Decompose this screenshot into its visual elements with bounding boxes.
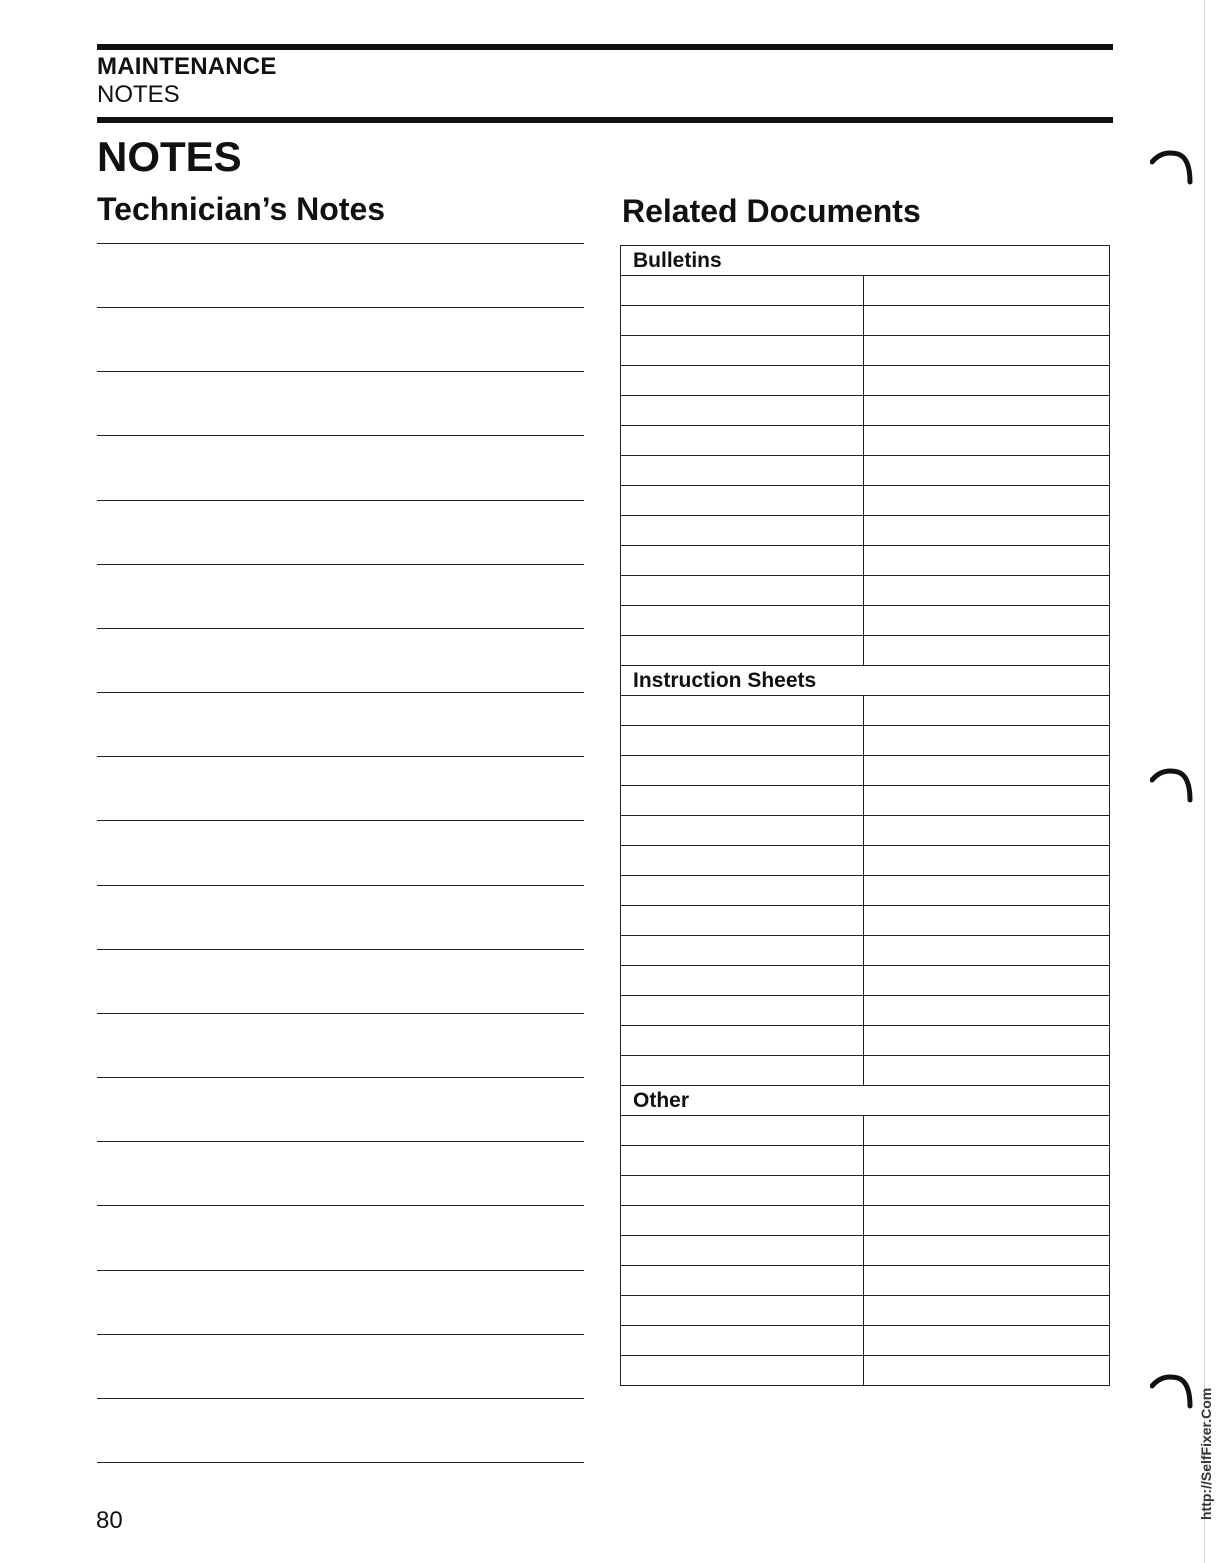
entry-cell[interactable] xyxy=(621,1296,864,1326)
header-rule-bottom xyxy=(97,117,1113,123)
entry-cell[interactable] xyxy=(621,1176,864,1206)
table-row xyxy=(621,1026,1110,1056)
table-row xyxy=(621,306,1110,336)
entry-cell[interactable] xyxy=(864,966,1110,996)
page-number: 80 xyxy=(96,1507,123,1534)
note-line[interactable] xyxy=(97,307,584,308)
entry-cell[interactable] xyxy=(864,1356,1110,1386)
entry-cell[interactable] xyxy=(621,1056,864,1086)
entry-cell[interactable] xyxy=(864,816,1110,846)
entry-cell[interactable] xyxy=(621,696,864,726)
note-line[interactable] xyxy=(97,564,584,565)
table-row xyxy=(621,876,1110,906)
table-row xyxy=(621,276,1110,306)
entry-cell[interactable] xyxy=(621,1116,864,1146)
related-documents-table xyxy=(620,245,1110,1386)
entry-cell[interactable] xyxy=(864,726,1110,756)
note-line[interactable] xyxy=(97,371,584,372)
note-line[interactable] xyxy=(97,1141,584,1142)
note-line[interactable] xyxy=(97,628,584,629)
header-section: MAINTENANCE xyxy=(97,53,277,80)
entry-cell[interactable] xyxy=(621,726,864,756)
section-header-row xyxy=(621,1086,1110,1116)
table-row xyxy=(621,1296,1110,1326)
entry-cell[interactable] xyxy=(621,756,864,786)
note-line[interactable] xyxy=(97,1398,584,1399)
entry-cell[interactable] xyxy=(864,276,1110,306)
table-row xyxy=(621,966,1110,996)
entry-cell[interactable] xyxy=(864,636,1110,666)
table-row xyxy=(621,936,1110,966)
entry-cell[interactable] xyxy=(864,576,1110,606)
entry-cell[interactable] xyxy=(864,1026,1110,1056)
table-row xyxy=(621,426,1110,456)
entry-cell[interactable] xyxy=(621,996,864,1026)
note-line[interactable] xyxy=(97,1077,584,1078)
entry-cell[interactable] xyxy=(864,936,1110,966)
entry-cell[interactable] xyxy=(864,1326,1110,1356)
entry-cell[interactable] xyxy=(621,1266,864,1296)
watermark-text: http://SelfFixer.Com xyxy=(1198,1387,1214,1520)
table-row xyxy=(621,636,1110,666)
table-row xyxy=(621,846,1110,876)
table-row xyxy=(621,1146,1110,1176)
entry-cell[interactable] xyxy=(621,636,864,666)
entry-cell[interactable] xyxy=(621,1356,864,1386)
entry-cell[interactable] xyxy=(864,426,1110,456)
table-row xyxy=(621,756,1110,786)
note-line[interactable] xyxy=(97,692,584,693)
header-subsection: NOTES xyxy=(97,81,180,108)
entry-cell[interactable] xyxy=(621,1236,864,1266)
entry-cell[interactable] xyxy=(621,876,864,906)
page-title: NOTES xyxy=(97,133,242,180)
entry-cell[interactable] xyxy=(621,846,864,876)
entry-cell[interactable] xyxy=(864,606,1110,636)
entry-cell[interactable] xyxy=(864,1146,1110,1176)
binder-ring-icon xyxy=(1150,148,1198,186)
entry-cell[interactable] xyxy=(864,996,1110,1026)
entry-cell[interactable] xyxy=(864,546,1110,576)
entry-cell[interactable] xyxy=(621,456,864,486)
table-row xyxy=(621,1326,1110,1356)
page-edge xyxy=(1204,0,1205,1563)
technicians-notes-title: Technician’s Notes xyxy=(97,191,386,227)
entry-cell[interactable] xyxy=(864,1236,1110,1266)
table-row xyxy=(621,606,1110,636)
entry-cell[interactable] xyxy=(864,516,1110,546)
table-row xyxy=(621,546,1110,576)
entry-cell[interactable] xyxy=(621,426,864,456)
table-row xyxy=(621,396,1110,426)
table-row xyxy=(621,726,1110,756)
table-row xyxy=(621,1236,1110,1266)
entry-cell[interactable] xyxy=(864,786,1110,816)
table-row xyxy=(621,1056,1110,1086)
note-line[interactable] xyxy=(97,1462,584,1463)
note-line[interactable] xyxy=(97,820,584,821)
section-header: Other xyxy=(621,1086,1110,1116)
entry-cell[interactable] xyxy=(621,906,864,936)
binder-ring-icon xyxy=(1150,766,1198,804)
header-rule-top xyxy=(97,44,1113,50)
entry-cell[interactable] xyxy=(621,336,864,366)
entry-cell[interactable] xyxy=(864,456,1110,486)
table-row xyxy=(621,1206,1110,1236)
entry-cell[interactable] xyxy=(621,366,864,396)
note-line[interactable] xyxy=(97,1013,584,1014)
note-line[interactable] xyxy=(97,885,584,886)
entry-cell[interactable] xyxy=(864,756,1110,786)
section-header: Instruction Sheets xyxy=(621,666,1110,696)
entry-cell[interactable] xyxy=(621,306,864,336)
table-row xyxy=(621,576,1110,606)
table-row xyxy=(621,516,1110,546)
note-line[interactable] xyxy=(97,756,584,757)
entry-cell[interactable] xyxy=(621,606,864,636)
entry-cell[interactable] xyxy=(621,1326,864,1356)
binder-ring-icon xyxy=(1150,1372,1198,1410)
note-line[interactable] xyxy=(97,500,584,501)
entry-cell[interactable] xyxy=(621,576,864,606)
entry-cell[interactable] xyxy=(864,1206,1110,1236)
section-header-row xyxy=(621,246,1110,276)
table-row xyxy=(621,1176,1110,1206)
entry-cell[interactable] xyxy=(864,1296,1110,1326)
table-row xyxy=(621,816,1110,846)
entry-cell[interactable] xyxy=(621,1146,864,1176)
entry-cell[interactable] xyxy=(864,336,1110,366)
entry-cell[interactable] xyxy=(621,1026,864,1056)
entry-cell[interactable] xyxy=(864,1176,1110,1206)
note-line[interactable] xyxy=(97,243,584,244)
note-line[interactable] xyxy=(97,949,584,950)
table-row xyxy=(621,1266,1110,1296)
section-header-row xyxy=(621,666,1110,696)
table-row xyxy=(621,486,1110,516)
entry-cell[interactable] xyxy=(864,396,1110,426)
entry-cell[interactable] xyxy=(864,696,1110,726)
entry-cell[interactable] xyxy=(864,1266,1110,1296)
entry-cell[interactable] xyxy=(621,816,864,846)
entry-cell[interactable] xyxy=(864,1056,1110,1086)
entry-cell[interactable] xyxy=(864,486,1110,516)
entry-cell[interactable] xyxy=(864,846,1110,876)
entry-cell[interactable] xyxy=(621,966,864,996)
entry-cell[interactable] xyxy=(621,276,864,306)
entry-cell[interactable] xyxy=(864,306,1110,336)
note-line[interactable] xyxy=(97,1205,584,1206)
note-line[interactable] xyxy=(97,1270,584,1271)
table-row xyxy=(621,906,1110,936)
entry-cell[interactable] xyxy=(621,516,864,546)
table-row xyxy=(621,696,1110,726)
table-row xyxy=(621,366,1110,396)
entry-cell[interactable] xyxy=(864,1116,1110,1146)
table-row xyxy=(621,1356,1110,1386)
entry-cell[interactable] xyxy=(621,396,864,426)
entry-cell[interactable] xyxy=(621,486,864,516)
table-row xyxy=(621,1116,1110,1146)
table-row xyxy=(621,336,1110,366)
entry-cell[interactable] xyxy=(864,876,1110,906)
section-header: Bulletins xyxy=(621,246,1110,276)
entry-cell[interactable] xyxy=(621,786,864,816)
entry-cell[interactable] xyxy=(864,366,1110,396)
entry-cell[interactable] xyxy=(864,906,1110,936)
entry-cell[interactable] xyxy=(621,1206,864,1236)
related-documents-title: Related Documents xyxy=(622,193,921,229)
note-line[interactable] xyxy=(97,435,584,436)
table-row xyxy=(621,456,1110,486)
entry-cell[interactable] xyxy=(621,546,864,576)
table-row xyxy=(621,786,1110,816)
entry-cell[interactable] xyxy=(621,936,864,966)
note-line[interactable] xyxy=(97,1334,584,1335)
table-row xyxy=(621,996,1110,1026)
